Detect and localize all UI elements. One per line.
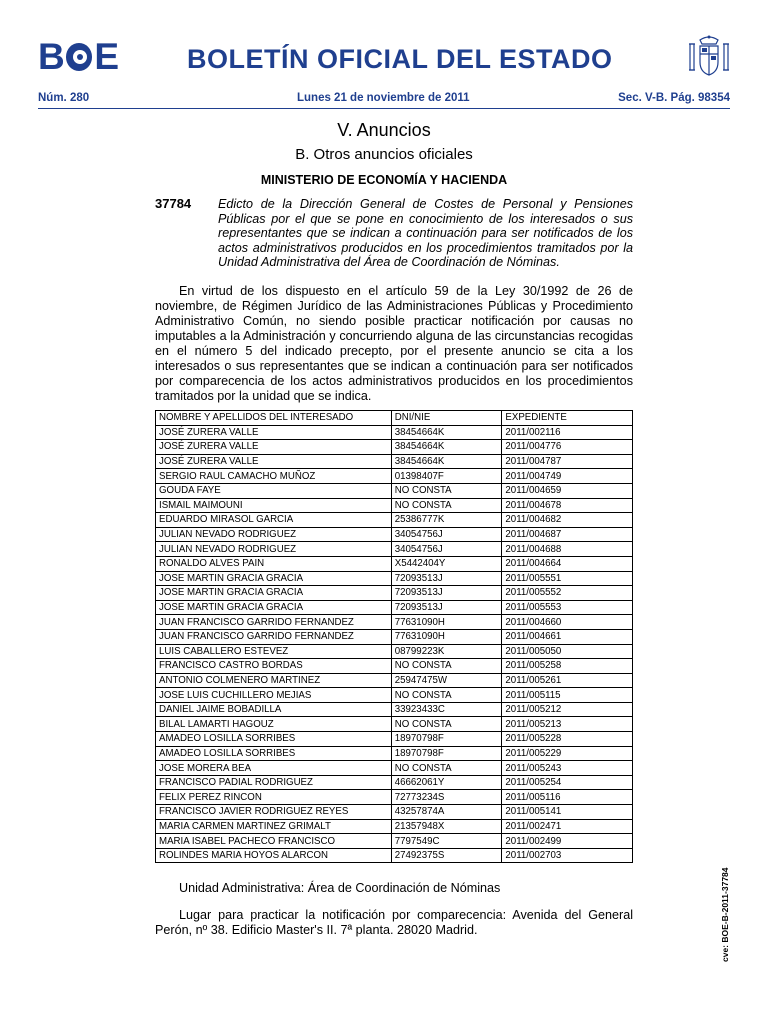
cell-name: FELIX PEREZ RINCON — [156, 790, 392, 805]
cell-name: JULIAN NEVADO RODRIGUEZ — [156, 527, 392, 542]
unit-paragraph: Unidad Administrativa: Área de Coordinación de Nóminas — [179, 881, 501, 895]
table-row — [156, 527, 633, 542]
cell-expediente: 2011/005551 — [502, 571, 633, 586]
cell-expediente: 2011/004687 — [502, 527, 633, 542]
announcement-number: 37784 — [155, 196, 192, 211]
logo-letter-e: E — [94, 36, 118, 77]
cell-dni: NO CONSTA — [391, 498, 502, 513]
table-row — [156, 761, 633, 776]
cell-name: JOSE MARTIN GRACIA GRACIA — [156, 600, 392, 615]
cell-dni: NO CONSTA — [391, 483, 502, 498]
table-row — [156, 425, 633, 440]
cell-expediente: 2011/004787 — [502, 454, 633, 469]
cell-expediente: 2011/004661 — [502, 629, 633, 644]
cell-name: ANTONIO COLMENERO MARTINEZ — [156, 673, 392, 688]
table-row — [156, 688, 633, 703]
cell-dni: 38454664K — [391, 454, 502, 469]
cell-expediente: 2011/005213 — [502, 717, 633, 732]
cell-name: FRANCISCO CASTRO BORDAS — [156, 659, 392, 674]
table-row — [156, 659, 633, 674]
table-row — [156, 556, 633, 571]
cell-expediente: 2011/005212 — [502, 702, 633, 717]
cell-name: JOSE LUIS CUCHILLERO MEJIAS — [156, 688, 392, 703]
cell-expediente: 2011/005050 — [502, 644, 633, 659]
cell-name: JUAN FRANCISCO GARRIDO FERNANDEZ — [156, 615, 392, 630]
issue-number: Núm. 280 — [38, 92, 90, 104]
header-rule — [38, 108, 730, 109]
cell-dni: 38454664K — [391, 440, 502, 455]
table-row — [156, 790, 633, 805]
cell-name: BILAL LAMARTI HAGOUZ — [156, 717, 392, 732]
cell-name: MARIA CARMEN MARTINEZ GRIMALT — [156, 819, 392, 834]
cell-dni: 7797549C — [391, 834, 502, 849]
cell-expediente: 2011/005552 — [502, 586, 633, 601]
header-meta — [38, 92, 730, 106]
coat-of-arms-icon — [686, 34, 732, 78]
section-heading: V. Anuncios — [337, 120, 431, 140]
cell-dni: 33923433C — [391, 702, 502, 717]
cell-dni: 21357948X — [391, 819, 502, 834]
cell-name: LUIS CABALLERO ESTEVEZ — [156, 644, 392, 659]
cell-expediente: 2011/005261 — [502, 673, 633, 688]
cell-dni: 72093513J — [391, 600, 502, 615]
cell-dni: 18970798F — [391, 746, 502, 761]
cell-expediente: 2011/002499 — [502, 834, 633, 849]
table-row — [156, 498, 633, 513]
cell-name: JOSÉ ZURERA VALLE — [156, 425, 392, 440]
cell-name: FRANCISCO PADIAL RODRIGUEZ — [156, 775, 392, 790]
cell-expediente: 2011/005243 — [502, 761, 633, 776]
cell-name: RONALDO ALVES PAIN — [156, 556, 392, 571]
cell-dni: 34054756J — [391, 542, 502, 557]
cell-expediente: 2011/004678 — [502, 498, 633, 513]
gazette-title: BOLETÍN OFICIAL DEL ESTADO — [187, 44, 613, 74]
issue-date: Lunes 21 de noviembre de 2011 — [297, 92, 470, 104]
table-row — [156, 454, 633, 469]
table-row — [156, 571, 633, 586]
cell-dni: 27492375S — [391, 848, 502, 863]
cell-dni: 38454664K — [391, 425, 502, 440]
cell-dni: NO CONSTA — [391, 659, 502, 674]
cell-expediente: 2011/002703 — [502, 848, 633, 863]
cell-name: JUAN FRANCISCO GARRIDO FERNANDEZ — [156, 629, 392, 644]
cell-expediente: 2011/005228 — [502, 732, 633, 747]
cell-dni: 72093513J — [391, 586, 502, 601]
cell-dni: 77631090H — [391, 615, 502, 630]
table-row — [156, 775, 633, 790]
cell-dni: 72093513J — [391, 571, 502, 586]
cell-dni: NO CONSTA — [391, 761, 502, 776]
table-row — [156, 469, 633, 484]
cell-name: DANIEL JAIME BOBADILLA — [156, 702, 392, 717]
cell-expediente: 2011/005141 — [502, 805, 633, 820]
notification-table — [155, 410, 633, 863]
cell-expediente: 2011/004688 — [502, 542, 633, 557]
cell-dni: NO CONSTA — [391, 688, 502, 703]
header-expediente: EXPEDIENTE — [502, 411, 633, 426]
cve-code: cve: BOE-B-2011-37784 — [720, 867, 730, 962]
cell-expediente: 2011/005553 — [502, 600, 633, 615]
cell-dni: 18970798F — [391, 732, 502, 747]
boe-logo-icon — [38, 36, 118, 77]
cell-name: AMADEO LOSILLA SORRIBES — [156, 732, 392, 747]
table-row — [156, 717, 633, 732]
table-row — [156, 483, 633, 498]
table-row — [156, 513, 633, 528]
logo-seal — [66, 43, 93, 71]
cell-name: ROLINDES MARIA HOYOS ALARCON — [156, 848, 392, 863]
table-row — [156, 834, 633, 849]
cell-dni: 25386777K — [391, 513, 502, 528]
table-row — [156, 805, 633, 820]
cell-name: JULIAN NEVADO RODRIGUEZ — [156, 542, 392, 557]
cell-expediente: 2011/004660 — [502, 615, 633, 630]
cell-expediente: 2011/004776 — [502, 440, 633, 455]
intro-paragraph: En virtud de los dispuesto en el artículo 59 de la Ley 30/1992 de 26 de noviembre, de Régimen Jurídico de las Administraciones Públicas y Procedimiento Administrativo Común, no siendo posible practicar notificación por causas no imputables a la Administración y concurriendo alguna de las circunstancias recogidas en el número 5 del indicado precepto, por el presente anuncio se cita a los interesados o sus representantes que se indican a continuación para ser notificados por comparecencia de los actos administrativos producidos en los procedimientos tramitados por la unidad que se indica. — [155, 284, 633, 403]
cell-name: SERGIO RAUL CAMACHO MUÑOZ — [156, 469, 392, 484]
cell-name: MARIA ISABEL PACHECO FRANCISCO — [156, 834, 392, 849]
cell-name: AMADEO LOSILLA SORRIBES — [156, 746, 392, 761]
table-row — [156, 644, 633, 659]
cell-name: JOSE MARTIN GRACIA GRACIA — [156, 571, 392, 586]
cell-expediente: 2011/002116 — [502, 425, 633, 440]
cell-name: FRANCISCO JAVIER RODRIGUEZ REYES — [156, 805, 392, 820]
cell-name: ISMAIL MAIMOUNI — [156, 498, 392, 513]
table-row — [156, 600, 633, 615]
subsection-heading: B. Otros anuncios oficiales — [295, 146, 473, 163]
cell-name: JOSÉ ZURERA VALLE — [156, 440, 392, 455]
cell-dni: X5442404Y — [391, 556, 502, 571]
table-header-row — [156, 411, 633, 426]
table-row — [156, 746, 633, 761]
cell-name: GOUDA FAYE — [156, 483, 392, 498]
cell-expediente: 2011/004664 — [502, 556, 633, 571]
announcement-summary: Edicto de la Dirección General de Costes de Personal y Pensiones Públicas por el que se pone en conocimiento de los interesados o sus representantes que se indican a continuación para ser notificados de los actos administrativos producidos en los procedimientos tramitados por la Unidad Administrativa del Área de Coordinación de Nóminas. — [218, 197, 633, 270]
cell-expediente: 2011/005254 — [502, 775, 633, 790]
table-row — [156, 732, 633, 747]
table-row — [156, 848, 633, 863]
cell-dni: 34054756J — [391, 527, 502, 542]
cell-name: EDUARDO MIRASOL GARCIA — [156, 513, 392, 528]
table-row — [156, 673, 633, 688]
cell-expediente: 2011/004749 — [502, 469, 633, 484]
ministry-heading: MINISTERIO DE ECONOMÍA Y HACIENDA — [260, 173, 508, 187]
cell-expediente: 2011/005116 — [502, 790, 633, 805]
table-row — [156, 586, 633, 601]
table-row — [156, 440, 633, 455]
cell-dni: 43257874A — [391, 805, 502, 820]
cell-dni: 72773234S — [391, 790, 502, 805]
cell-name: JOSÉ ZURERA VALLE — [156, 454, 392, 469]
cell-dni: 08799223K — [391, 644, 502, 659]
cell-dni: 46662061Y — [391, 775, 502, 790]
cell-expediente: 2011/004682 — [502, 513, 633, 528]
cell-dni: 25947475W — [391, 673, 502, 688]
cell-expediente: 2011/005229 — [502, 746, 633, 761]
cell-dni: 77631090H — [391, 629, 502, 644]
cell-name: JOSE MORERA BEA — [156, 761, 392, 776]
table-row — [156, 702, 633, 717]
table-row — [156, 629, 633, 644]
cell-expediente: 2011/005115 — [502, 688, 633, 703]
cell-dni: NO CONSTA — [391, 717, 502, 732]
table-row — [156, 615, 633, 630]
cell-expediente: 2011/005258 — [502, 659, 633, 674]
logo-letter-b: B — [38, 36, 64, 77]
header-name: NOMBRE Y APELLIDOS DEL INTERESADO — [156, 411, 392, 426]
cell-dni: 01398407F — [391, 469, 502, 484]
table-row — [156, 819, 633, 834]
cell-expediente: 2011/004659 — [502, 483, 633, 498]
table-row — [156, 542, 633, 557]
cell-expediente: 2011/002471 — [502, 819, 633, 834]
cell-name: JOSE MARTIN GRACIA GRACIA — [156, 586, 392, 601]
section-page: Sec. V-B. Pág. 98354 — [618, 92, 730, 104]
location-paragraph: Lugar para practicar la notificación por comparecencia: Avenida del General Perón, nº 38. Edificio Master's II. 7ª planta. 28020 Madrid. — [155, 908, 633, 937]
header-dni: DNI/NIE — [391, 411, 502, 426]
